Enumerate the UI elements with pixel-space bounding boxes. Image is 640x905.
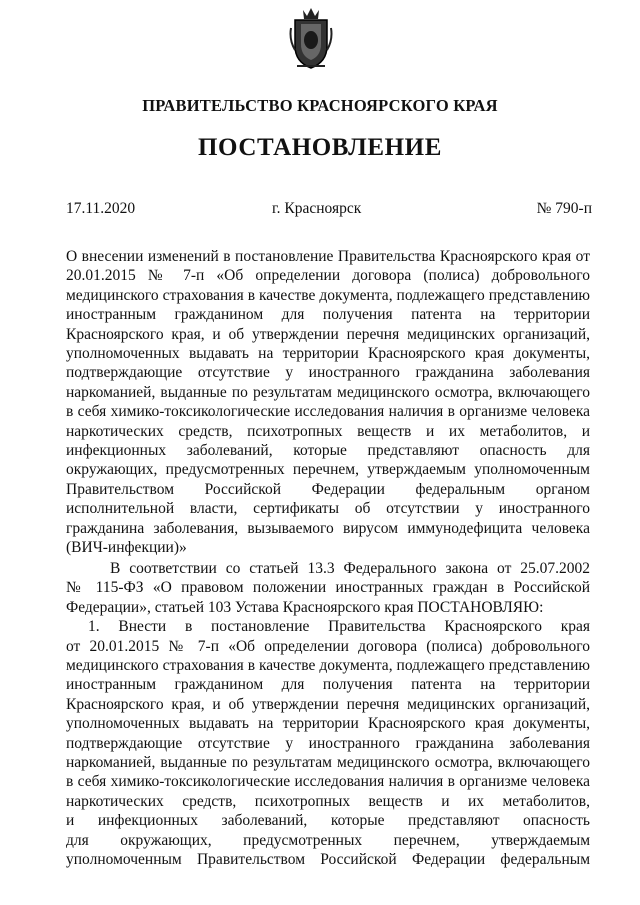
item-1-line: наркотических средств, психотропных веществ и их метаболитов, (66, 792, 590, 810)
item-1-line: для окружающих, предусмотренных перечнем, утверждаемым (66, 831, 590, 849)
item-1-line: уполномоченным Правительством Российской Федерации федеральным (66, 851, 590, 869)
document-type-title: ПОСТАНОВЛЕНИЕ (197, 134, 443, 161)
item-1-line: и инфекционных заболеваний, которые представляют опасность (66, 812, 590, 830)
document-number: № 790-п (536, 200, 592, 217)
preamble-paragraph (66, 559, 590, 617)
document-city: г. Красноярск (272, 200, 362, 217)
preamble-line: № 115-ФЗ «О правовом положении иностранных граждан в Российской (66, 579, 590, 597)
item-1-paragraph (66, 617, 590, 869)
item-1-line: от 20.01.2015 № 7-п «Об определении договора (полиса) добровольного (66, 637, 590, 655)
item-1-line: уполномоченных выдавать на территории Красноярского края документы, (66, 715, 590, 733)
item-1-line: медицинского страхования в качестве документа, подлежащего представлению (66, 657, 590, 675)
item-1-line: иностранным гражданином для получения патента на территории (66, 676, 590, 694)
item-1-line: подтверждающие отсутствие у иностранного гражданина заболевания (66, 734, 590, 752)
item-1-line: 1. Внести в постановление Правительства Красноярского края (88, 618, 590, 636)
item-1-line: Красноярского края, и об утверждении перечня медицинских организаций, (66, 695, 590, 713)
preamble-line: В соответствии со статьей 13.3 Федерального закона от 25.07.2002 (110, 560, 590, 577)
item-1-line: наркоманией, выданные по результатам медицинского осмотра, включающего (66, 754, 590, 772)
coat-of-arms-icon (289, 6, 333, 72)
preamble-line: Федерации», статьей 103 Устава Красноярского края ПОСТАНОВЛЯЮ: (66, 598, 544, 616)
document-date: 17.11.2020 (66, 200, 136, 217)
item-1-line: в себя химико-токсикологические исследования наличия в организме человека (66, 773, 590, 791)
organization-heading: ПРАВИТЕЛЬСТВО КРАСНОЯРСКОГО КРАЯ (142, 96, 498, 115)
document-subject: О внесении изменений в постановление Правительства Красноярского края от 20.01.2015 № 7-п «Об определении договора (полиса) добровольного медицинского страхования в качестве документа, подлежащего представлению иностранным гражданином для получения патента на территории Красноярского края, и об утверждении перечня медицинских организаций, уполномоченных выдавать на территории Красноярского края документы, подтверждающие отсутствие у иностранного гражданина заболевания наркоманией, выданные по результатам медицинского осмотра, включающего в себя химико-токсикологические исследования наличия в организме человека наркотических средств, психотропных веществ и их метаболитов, и инфекционных заболеваний, которые представляют опасность для окружающих, предусмотренных перечнем, утверждаемым уполномоченным Правительством Российской Федерации федеральным органом исполнительной власти, сертификаты об отсутствии у иностранного гражданина заболевания, вызываемого вирусом иммунодефицита человека (ВИЧ-инфекции)» (66, 248, 590, 557)
document-body (66, 559, 590, 870)
